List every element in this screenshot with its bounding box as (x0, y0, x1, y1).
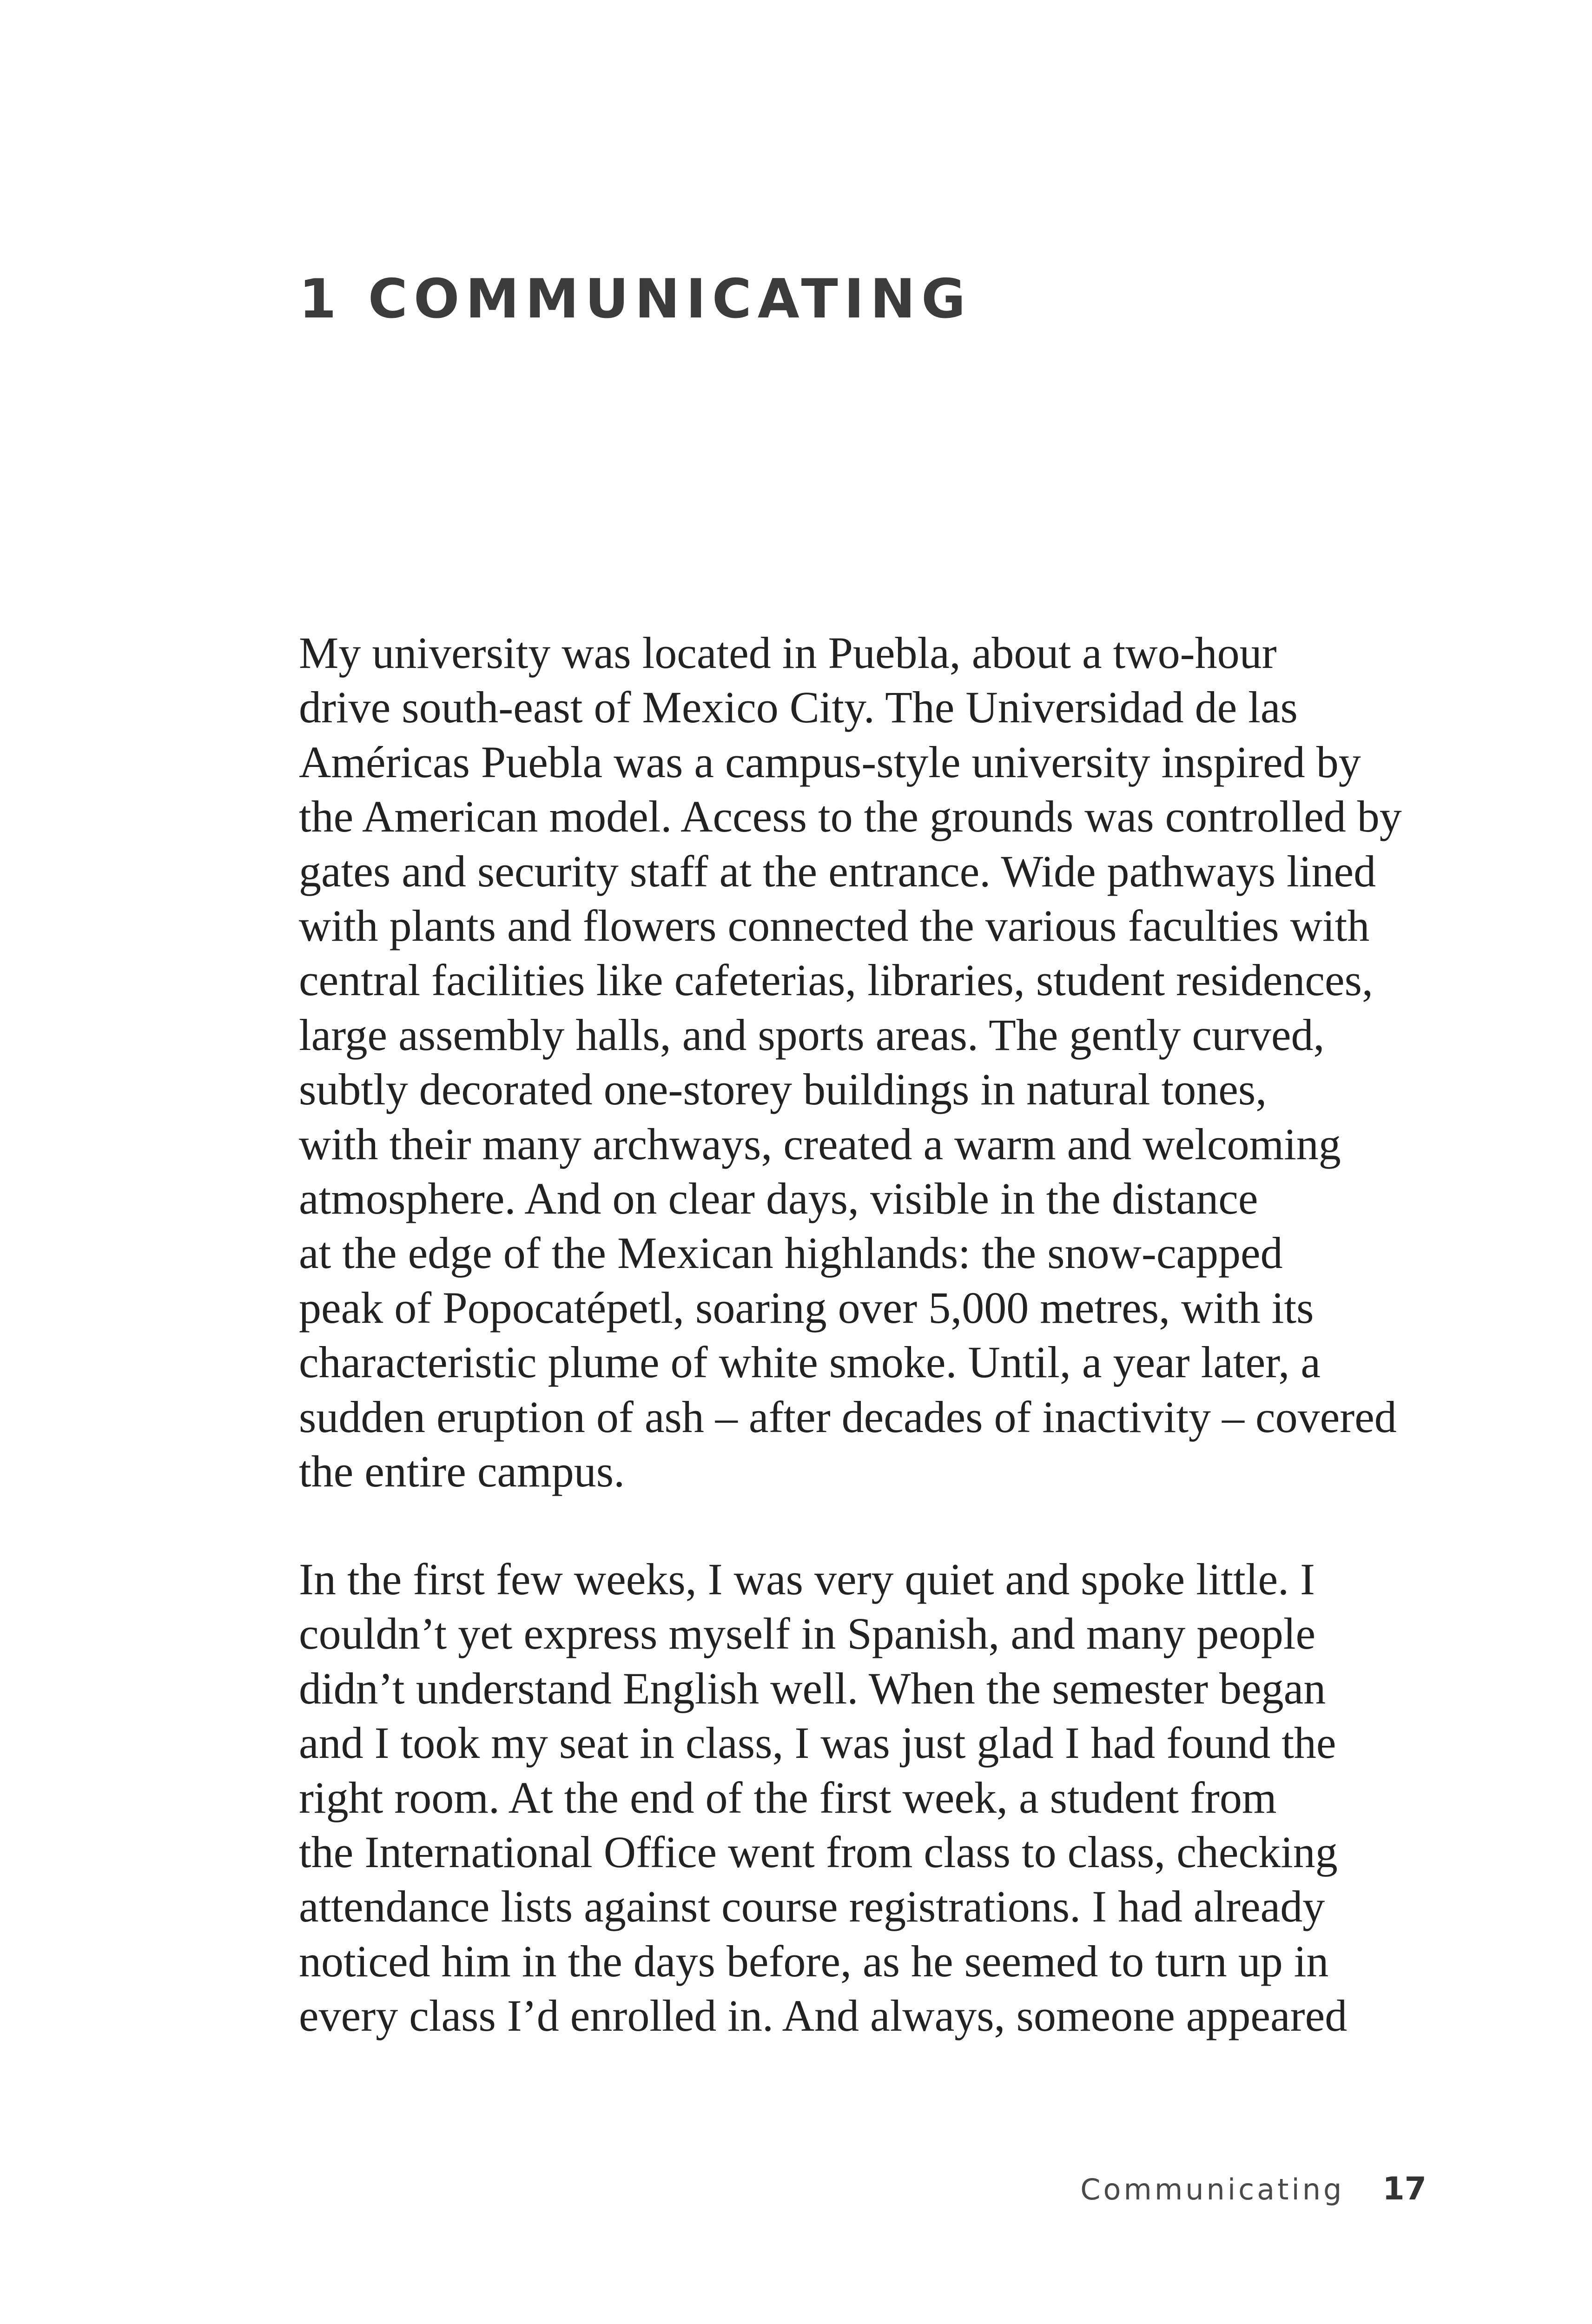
text-line: the American model. Access to the grounds was controlled by (299, 792, 1402, 842)
text-line: central facilities like cafeterias, libraries, student residences, (299, 955, 1373, 1005)
text-line: didn’t understand English well. When the semester began (299, 1663, 1326, 1713)
text-line: In the first few weeks, I was very quiet and spoke little. I (299, 1554, 1315, 1604)
text-line: peak of Popocatépetl, soaring over 5,000 metres, with its (299, 1282, 1314, 1333)
running-title: Communicating (1080, 2172, 1345, 2206)
text-line: the International Office went from class to class, checking (299, 1827, 1338, 1877)
text-line: atmosphere. And on clear days, visible in the distance (299, 1174, 1258, 1224)
text-line: Américas Puebla was a campus-style university inspired by (299, 737, 1361, 787)
text-line: the entire campus. (299, 1446, 625, 1497)
text-line: every class I’d enrolled in. And always, someone appeared (299, 1991, 1348, 2041)
text-line: gates and security staff at the entrance. Wide pathways lined (299, 846, 1376, 896)
text-line: drive south-east of Mexico City. The Universidad de las (299, 682, 1298, 733)
page-number: 17 (1382, 2171, 1427, 2207)
text-line: noticed him in the days before, as he seemed to turn up in (299, 1936, 1329, 1986)
body-paragraph-1 (299, 626, 1402, 1499)
text-line: and I took my seat in class, I was just glad I had found the (299, 1718, 1336, 1768)
text-line: with their many archways, created a warm and welcoming (299, 1119, 1341, 1169)
text-line: My university was located in Puebla, about a two-hour (299, 628, 1277, 678)
chapter-heading (299, 268, 972, 330)
text-line: subtly decorated one-storey buildings in natural tones, (299, 1064, 1267, 1115)
text-line: large assembly halls, and sports areas. The gently curved, (299, 1010, 1325, 1060)
text-line: sudden eruption of ash – after decades of inactivity – covered (299, 1392, 1397, 1442)
text-line: at the edge of the Mexican highlands: the snow-capped (299, 1228, 1283, 1278)
chapter-title: COMMUNICATING (368, 268, 972, 330)
running-footer (1080, 2171, 1427, 2207)
body-paragraph-2 (299, 1552, 1347, 2043)
text-line: right room. At the end of the first week, a student from (299, 1772, 1277, 1822)
chapter-number: 1 (299, 268, 343, 330)
text-line: attendance lists against course registrations. I had already (299, 1882, 1325, 1932)
text-line: characteristic plume of white smoke. Until, a year later, a (299, 1337, 1321, 1387)
text-line: with plants and flowers connected the various faculties with (299, 901, 1370, 951)
text-line: couldn’t yet express myself in Spanish, and many people (299, 1609, 1316, 1659)
